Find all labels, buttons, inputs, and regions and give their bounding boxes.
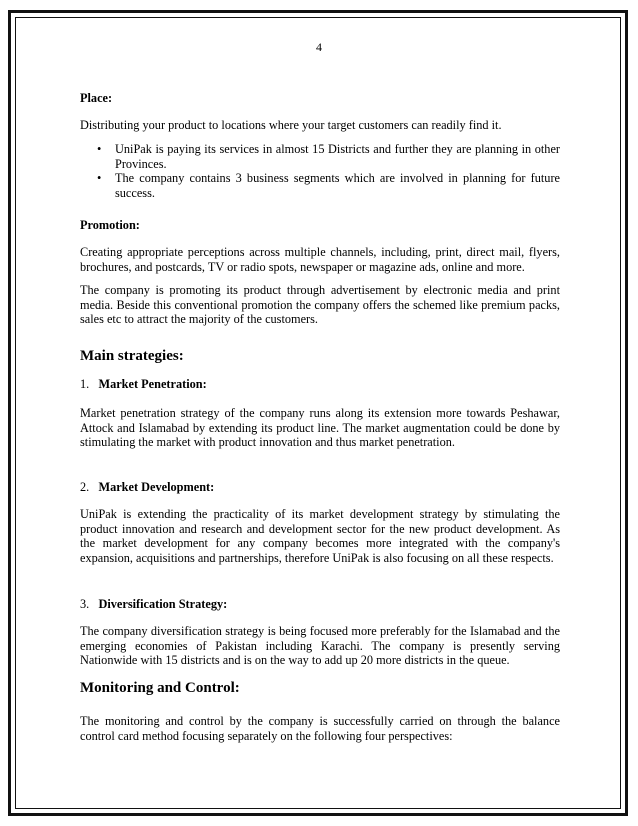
strategy-1-text: Market penetration strategy of the company runs along its extension more towards Peshawar, Attock and Islamabad by extending its product line. The market augmentation could be done by stimulating the market with product innovation and thus market penetration. xyxy=(80,406,560,450)
bullet-icon: • xyxy=(97,142,102,156)
strategy-2-text: UniPak is extending the practicality of its market development strategy by stimulating the product innovation and research and development sector for the new product development. As the market development for any company becomes more integrated with the company's expansion, acquisitions and partnerships, therefore UniPak is also focusing on all these respects. xyxy=(80,507,560,565)
place-intro: Distributing your product to locations where your target customers can readily find it. xyxy=(80,118,502,132)
list-item: • UniPak is paying its services in almost 15 Districts and further they are planning in other Provinces. xyxy=(97,142,560,171)
monitoring-text: The monitoring and control by the company is successfully carried on through the balance control card method focusing separately on the following four perspectives: xyxy=(80,714,560,743)
page-number: 4 xyxy=(316,40,322,54)
promotion-paragraph-1: Creating appropriate perceptions across multiple channels, including, print, direct mail, flyers, brochures, and postcards, TV or radio spots, newspaper or magazine ads, online and more. xyxy=(80,245,560,274)
promotion-heading: Promotion: xyxy=(80,218,140,232)
strategy-3-text: The company diversification strategy is being focused more preferably for the Islamabad and the emerging economies of Pakistan including Karachi. The company is presently serving Nationwide with 15 districts and is on the way to add up 20 more districts in the queue. xyxy=(80,624,560,668)
strategy-1-heading: 1. Market Penetration: xyxy=(80,377,207,391)
bullet-icon: • xyxy=(97,171,102,186)
promotion-paragraph-2: The company is promoting its product through advertisement by electronic media and print media. Beside this conventional promotion the company offers the schemed like premium packs, sales etc to attract the majority of the customers. xyxy=(80,283,560,327)
strategy-3-heading: 3. Diversification Strategy: xyxy=(80,597,228,611)
strategy-2-heading: 2. Market Development: xyxy=(80,480,215,494)
place-bullet-list xyxy=(80,142,560,200)
monitoring-heading: Monitoring and Control: xyxy=(80,680,240,696)
list-item: • The company contains 3 business segments which are involved in planning for future success. xyxy=(97,171,560,200)
place-heading: Place: xyxy=(80,91,113,105)
main-strategies-heading: Main strategies: xyxy=(80,348,184,364)
